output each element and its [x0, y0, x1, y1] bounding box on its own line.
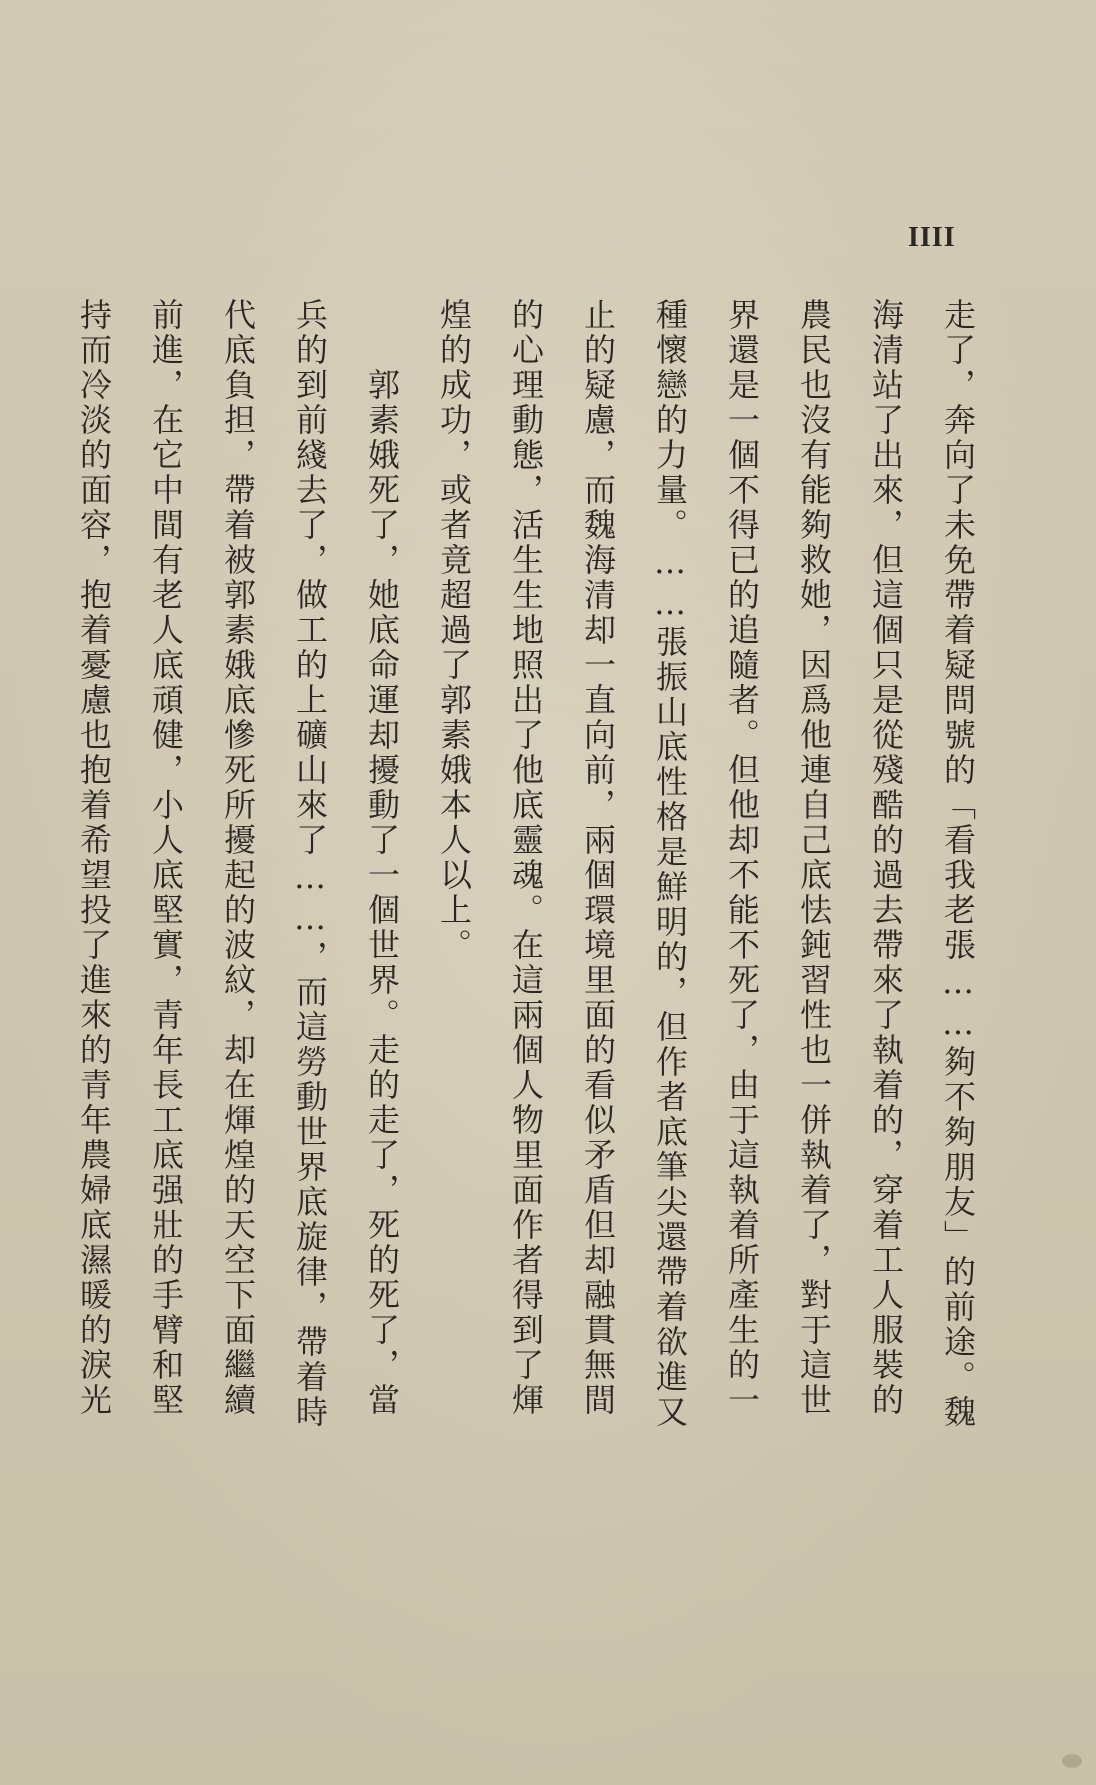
text-column-9: 郭素娥死了，她底命運却擾動了一個世界。走的走了，死的死了，當	[363, 368, 401, 1418]
text-column-6: 止的疑慮，而魏海清却一直向前，兩個環境里面的看似矛盾但却融貫無間	[579, 298, 617, 1418]
text-column-13: 持而冷淡的面容，抱着憂慮也抱着希望投了進來的青年農婦底濕暖的淚光	[75, 298, 113, 1418]
text-column-4: 界還是一個不得已的追隨者。但他却不能不死了，由于這執着所產生的一	[723, 298, 761, 1418]
text-column-8: 煌的成功，或者竟超過了郭素娥本人以上。	[435, 298, 473, 963]
text-column-10: 兵的到前綫去了，做工的上礦山來了……，而這勞動世界底旋律，帶着時	[291, 298, 329, 1430]
text-column-3: 農民也沒有能夠救她，因爲他連自己底怯鈍習性也一併執着了，對于這世	[795, 298, 833, 1418]
text-column-2: 海清站了出來，但這個只是從殘酷的過去帶來了執着的，穿着工人服裝的	[867, 298, 905, 1418]
text-column-12: 前進，在它中間有老人底頑健，小人底堅實，青年長工底强壯的手臂和堅	[147, 298, 185, 1418]
text-column-5: 種懷戀的力量。……張振山底性格是鮮明的，但作者底筆尖還帶着欲進又	[651, 298, 689, 1430]
page-edge-mark	[1062, 1754, 1082, 1768]
text-column-1: 走了，奔向了未免帶着疑問號的「看我老張……夠不夠朋友」的前途。魏	[939, 298, 977, 1430]
page-number: IIII	[908, 222, 956, 253]
text-column-11: 代底負担，帶着被郭素娥底慘死所擾起的波紋，却在煇煌的天空下面繼續	[219, 298, 257, 1418]
text-column-7: 的心理動態，活生生地照出了他底靈魂。在這兩個人物里面作者得到了煇	[507, 298, 545, 1418]
